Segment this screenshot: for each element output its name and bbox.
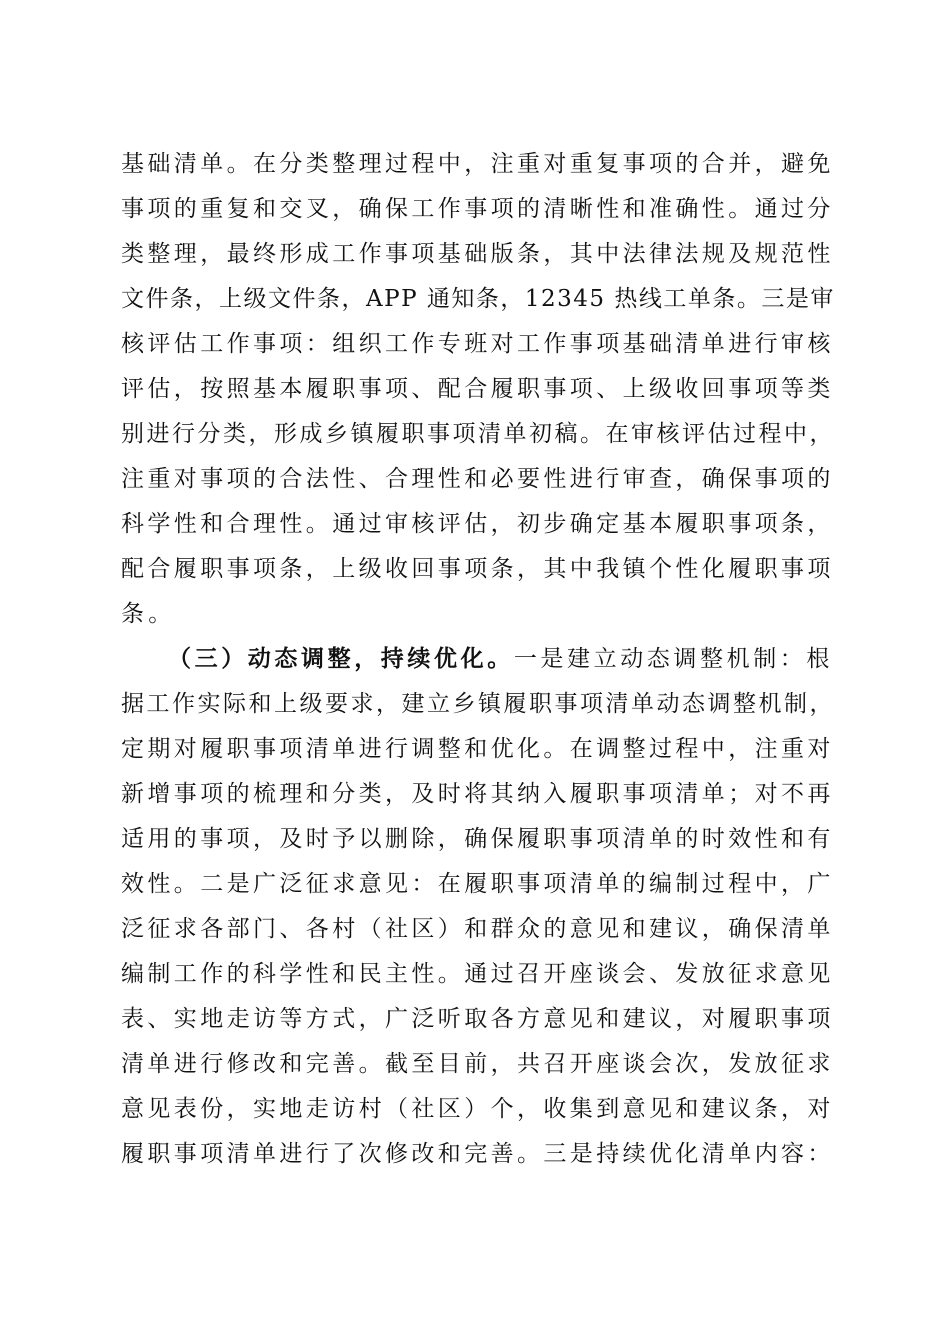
paragraph-line: 事项的重复和交叉，确保工作事项的清晰性和准确性。通过分 xyxy=(121,196,834,222)
paragraph-line: 注重对事项的合法性、合理性和必要性进行审查，确保事项的 xyxy=(121,466,834,492)
paragraph-line: 据工作实际和上级要求，建立乡镇履职事项清单动态调整机制， xyxy=(121,691,835,717)
paragraph-line: 科学性和合理性。通过审核评估，初步确定基本履职事项条， xyxy=(121,511,834,537)
section-first-line xyxy=(168,639,833,679)
section-first-line-text: 一是建立动态调整机制：根 xyxy=(513,646,834,672)
paragraph-line: 定期对履职事项清单进行调整和优化。在调整过程中，注重对 xyxy=(121,736,834,762)
paragraph-line: 基础清单。在分类整理过程中，注重对重复事项的合并，避免 xyxy=(121,151,834,177)
paragraph-line: 新增事项的梳理和分类，及时将其纳入履职事项清单；对不再 xyxy=(121,781,834,807)
paragraph-line: 清单进行修改和完善。截至目前，共召开座谈会次，发放征求 xyxy=(121,1051,834,1077)
paragraph-line: 文件条，上级文件条，APP 通知条，12345 热线工单条。三是审 xyxy=(121,286,835,312)
paragraph-line: 配合履职事项条，上级收回事项条，其中我镇个性化履职事项 xyxy=(121,556,834,582)
paragraph-line: 效性。二是广泛征求意见：在履职事项清单的编制过程中，广 xyxy=(121,871,834,897)
paragraph-line: 别进行分类，形成乡镇履职事项清单初稿。在审核评估过程中， xyxy=(121,421,835,447)
paragraph-line: 履职事项清单进行了次修改和完善。三是持续优化清单内容： xyxy=(121,1141,834,1167)
paragraph-line: 核评估工作事项：组织工作专班对工作事项基础清单进行审核 xyxy=(121,331,834,357)
paragraph-line: 编制工作的科学性和民主性。通过召开座谈会、发放征求意见 xyxy=(121,961,834,987)
paragraph-line: 意见表份，实地走访村（社区）个，收集到意见和建议条，对 xyxy=(121,1096,834,1122)
paragraph-line: 泛征求各部门、各村（社区）和群众的意见和建议，确保清单 xyxy=(121,916,834,942)
paragraph-line: 类整理，最终形成工作事项基础版条，其中法律法规及规范性 xyxy=(121,241,834,267)
paragraph-line: 适用的事项，及时予以删除，确保履职事项清单的时效性和有 xyxy=(121,826,834,852)
paragraph-line: 表、实地走访等方式，广泛听取各方意见和建议，对履职事项 xyxy=(121,1006,834,1032)
section-heading: （三）动态调整，持续优化。 xyxy=(168,645,514,672)
paragraph-line: 条。 xyxy=(121,601,176,627)
paragraph-line: 评估，按照基本履职事项、配合履职事项、上级收回事项等类 xyxy=(121,376,834,402)
